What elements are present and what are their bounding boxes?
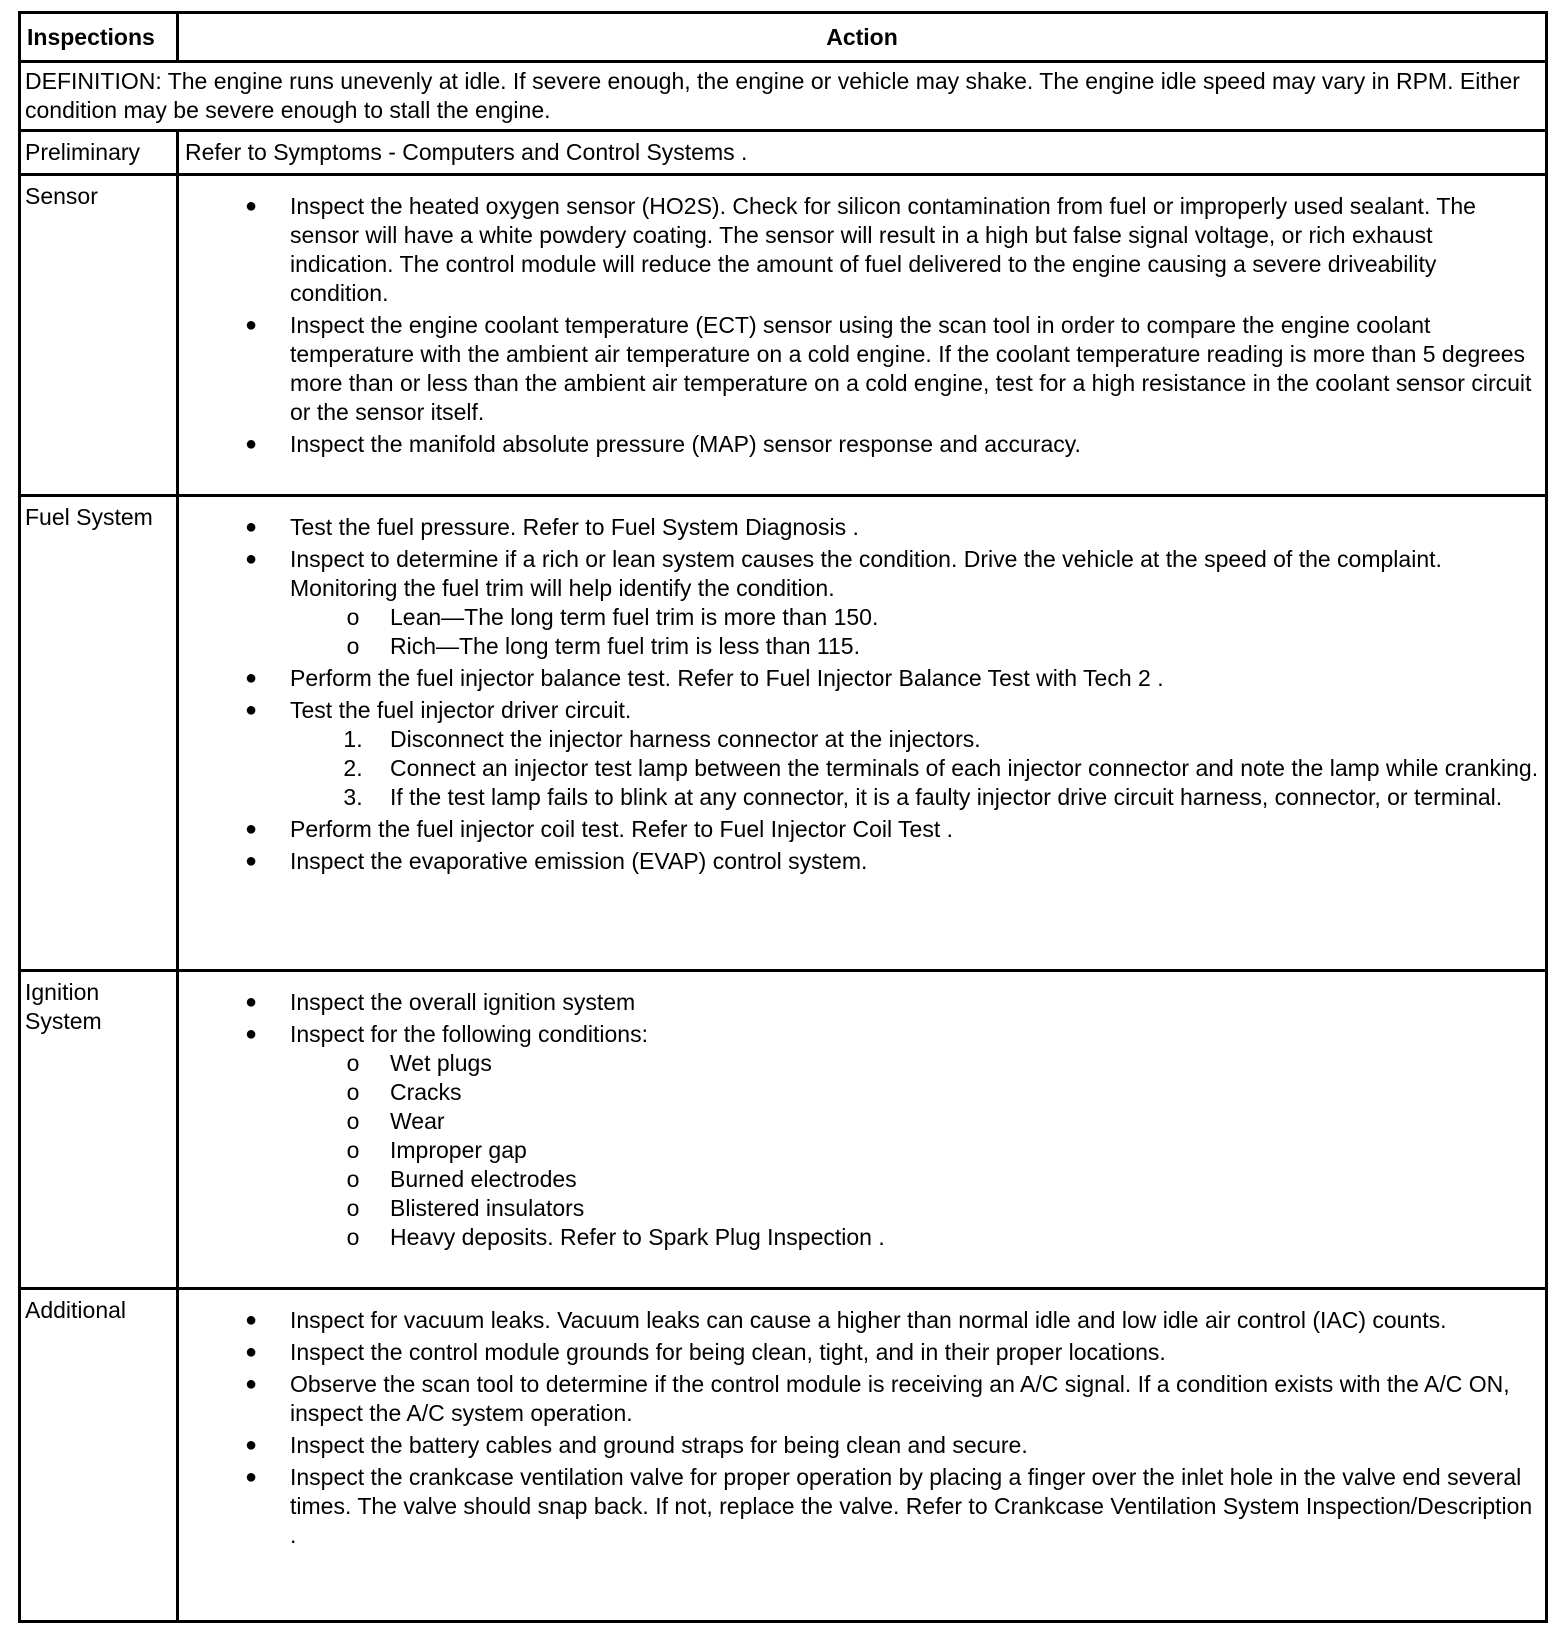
list-item-text: Perform the fuel injector balance test. Refer to Fuel Injector Balance Test with Tech 2 .: [290, 665, 1164, 691]
list-item-text: Inspect the crankcase ventilation valve for proper operation by placing a finger over the inlet hole in the valve end several times. The valve should snap back. If not, replace the valve. Refer to Crankcase Ventilation System Inspection/Description .: [290, 1464, 1533, 1548]
sub-list-item: [185, 1223, 1539, 1252]
rough-idle-diagnostic-table: [18, 11, 1548, 1623]
list-item-text: Inspect the battery cables and ground straps for being clean and secure.: [290, 1432, 1028, 1458]
list-item-text: Inspect the overall ignition system: [290, 989, 636, 1015]
additional-actions: [178, 1289, 1547, 1622]
list-item: [185, 1306, 1539, 1335]
bullet-icon: ●: [244, 1341, 258, 1363]
sub-list-item: [185, 1194, 1539, 1223]
circle-bullet-icon: o: [346, 633, 360, 659]
list-item-text: Inspect for the following conditions:: [290, 1021, 648, 1047]
step-number: 3.: [343, 784, 363, 810]
definition-text: DEFINITION: The engine runs unevenly at idle. If severe enough, the engine or vehicle may shake. The engine idle speed may vary in RPM. Either condition may be severe enough to stall the engine.: [20, 62, 1547, 131]
list-item-text: Test the fuel injector driver circuit.: [290, 697, 632, 723]
bullet-icon: ●: [244, 1434, 258, 1456]
preliminary-text: Refer to Symptoms - Computers and Control Systems .: [178, 131, 1547, 175]
bullet-icon: ●: [244, 850, 258, 872]
ignition-system-row: [20, 971, 1547, 1289]
list-item: [185, 1338, 1539, 1367]
list-item: [185, 545, 1539, 661]
list-item: [185, 1020, 1539, 1252]
circle-bullet-icon: o: [346, 1166, 360, 1192]
sub-list-item: [185, 1107, 1539, 1136]
circle-bullet-icon: o: [346, 1195, 360, 1221]
circle-bullet-icon: o: [346, 604, 360, 630]
action-header: Action: [178, 13, 1547, 62]
list-item-text: Inspect to determine if a rich or lean system causes the condition. Drive the vehicle at the speed of the complaint. Monitoring the fuel trim will help identify the condition.: [290, 546, 1442, 601]
bullet-icon: ●: [244, 548, 258, 570]
ignition-conditions-sublist: [290, 1049, 1539, 1252]
sub-list-item: [185, 1165, 1539, 1194]
additional-label: Additional: [20, 1289, 178, 1622]
list-item: [185, 192, 1539, 308]
sensor-row: [20, 175, 1547, 496]
list-item: [185, 1431, 1539, 1460]
preliminary-label: Preliminary: [20, 131, 178, 175]
step-text: Disconnect the injector harness connector at the injectors.: [390, 726, 981, 752]
sub-list-item-text: Lean—The long term fuel trim is more than 150.: [390, 604, 879, 630]
list-item-text: Inspect the manifold absolute pressure (MAP) sensor response and accuracy.: [290, 431, 1081, 457]
ignition-system-label: Ignition System: [20, 971, 178, 1289]
sub-list-item: [185, 1049, 1539, 1078]
inspections-header: Inspections: [20, 13, 178, 62]
bullet-icon: ●: [244, 1373, 258, 1395]
diagnostic-table-wrapper: [18, 11, 1548, 1623]
bullet-icon: ●: [244, 667, 258, 689]
sub-list-item: [185, 1136, 1539, 1165]
circle-bullet-icon: o: [346, 1079, 360, 1105]
list-item: [185, 1370, 1539, 1428]
list-item-text: Inspect the evaporative emission (EVAP) control system.: [290, 848, 868, 874]
list-item-text: Inspect the engine coolant temperature (ECT) sensor using the scan tool in order to compare the engine coolant temperature with the ambient air temperature on a cold engine. If the coolant temperature reading is more than 5 degrees more than or less than the ambient air temperature on a cold engine, test for a high resistance in the coolant sensor circuit or the sensor itself.: [290, 312, 1532, 425]
list-item: [185, 513, 1539, 542]
bullet-icon: ●: [244, 699, 258, 721]
fuel-system-list: [185, 513, 1539, 876]
sub-list-item: [185, 1078, 1539, 1107]
circle-bullet-icon: o: [346, 1050, 360, 1076]
list-item: [185, 815, 1539, 844]
circle-bullet-icon: o: [346, 1137, 360, 1163]
circle-bullet-icon: o: [346, 1108, 360, 1134]
fuel-system-actions: [178, 496, 1547, 971]
bullet-icon: ●: [244, 314, 258, 336]
definition-row: [20, 62, 1547, 131]
sub-list-item-text: Improper gap: [390, 1137, 527, 1163]
header-row: [20, 13, 1547, 62]
list-item-text: Inspect for vacuum leaks. Vacuum leaks can cause a higher than normal idle and low idle air control (IAC) counts.: [290, 1307, 1447, 1333]
list-item-text: Perform the fuel injector coil test. Refer to Fuel Injector Coil Test .: [290, 816, 954, 842]
list-item: [185, 1463, 1539, 1550]
sub-list-item-text: Wear: [390, 1108, 445, 1134]
step-item: [185, 725, 1539, 754]
additional-list: [185, 1306, 1539, 1550]
sub-list-item-text: Burned electrodes: [390, 1166, 577, 1192]
sub-list-item-text: Blistered insulators: [390, 1195, 585, 1221]
sub-list-item: [185, 632, 1539, 661]
step-item: [185, 754, 1539, 783]
preliminary-row: [20, 131, 1547, 175]
fuel-system-row: [20, 496, 1547, 971]
bullet-icon: ●: [244, 1466, 258, 1488]
fuel-trim-sublist: [290, 603, 1539, 661]
bullet-icon: ●: [244, 991, 258, 1013]
bullet-icon: ●: [244, 516, 258, 538]
sub-list-item-text: Wet plugs: [390, 1050, 492, 1076]
bullet-icon: ●: [244, 1023, 258, 1045]
list-item: [185, 988, 1539, 1017]
ignition-system-actions: [178, 971, 1547, 1289]
sensor-label: Sensor: [20, 175, 178, 496]
list-item-text: Inspect the control module grounds for being clean, tight, and in their proper locations.: [290, 1339, 1166, 1365]
bullet-icon: ●: [244, 195, 258, 217]
ignition-system-list: [185, 988, 1539, 1252]
sub-list-item-text: Heavy deposits. Refer to Spark Plug Inspection .: [390, 1224, 885, 1250]
step-number: 1.: [343, 726, 363, 752]
bullet-icon: ●: [244, 818, 258, 840]
list-item: [185, 664, 1539, 693]
bullet-icon: ●: [244, 1309, 258, 1331]
step-text: If the test lamp fails to blink at any connector, it is a faulty injector drive circuit harness, connector, or terminal.: [390, 784, 1503, 810]
step-number: 2.: [343, 755, 363, 781]
sensor-actions: [178, 175, 1547, 496]
step-text: Connect an injector test lamp between the terminals of each injector connector and note the lamp while cranking.: [390, 755, 1539, 781]
fuel-system-label: Fuel System: [20, 496, 178, 971]
bullet-icon: ●: [244, 433, 258, 455]
step-item: [185, 783, 1539, 812]
sub-list-item: [185, 603, 1539, 632]
sub-list-item-text: Cracks: [390, 1079, 462, 1105]
list-item: [185, 311, 1539, 427]
list-item: [185, 696, 1539, 812]
list-item-text: Observe the scan tool to determine if the control module is receiving an A/C signal. If a condition exists with the A/C ON, inspect the A/C system operation.: [290, 1371, 1510, 1426]
list-item-text: Test the fuel pressure. Refer to Fuel System Diagnosis .: [290, 514, 859, 540]
circle-bullet-icon: o: [346, 1224, 360, 1250]
list-item-text: Inspect the heated oxygen sensor (HO2S). Check for silicon contamination from fuel or improperly used sealant. The sensor will have a white powdery coating. The sensor will result in a high but false signal voltage, or rich exhaust indication. The control module will reduce the amount of fuel delivered to the engine causing a severe driveability condition.: [290, 193, 1476, 306]
sensor-list: [185, 192, 1539, 459]
sub-list-item-text: Rich—The long term fuel trim is less than 115.: [390, 633, 860, 659]
injector-driver-steps: [290, 725, 1539, 812]
list-item: [185, 430, 1539, 459]
additional-row: [20, 1289, 1547, 1622]
list-item: [185, 847, 1539, 876]
